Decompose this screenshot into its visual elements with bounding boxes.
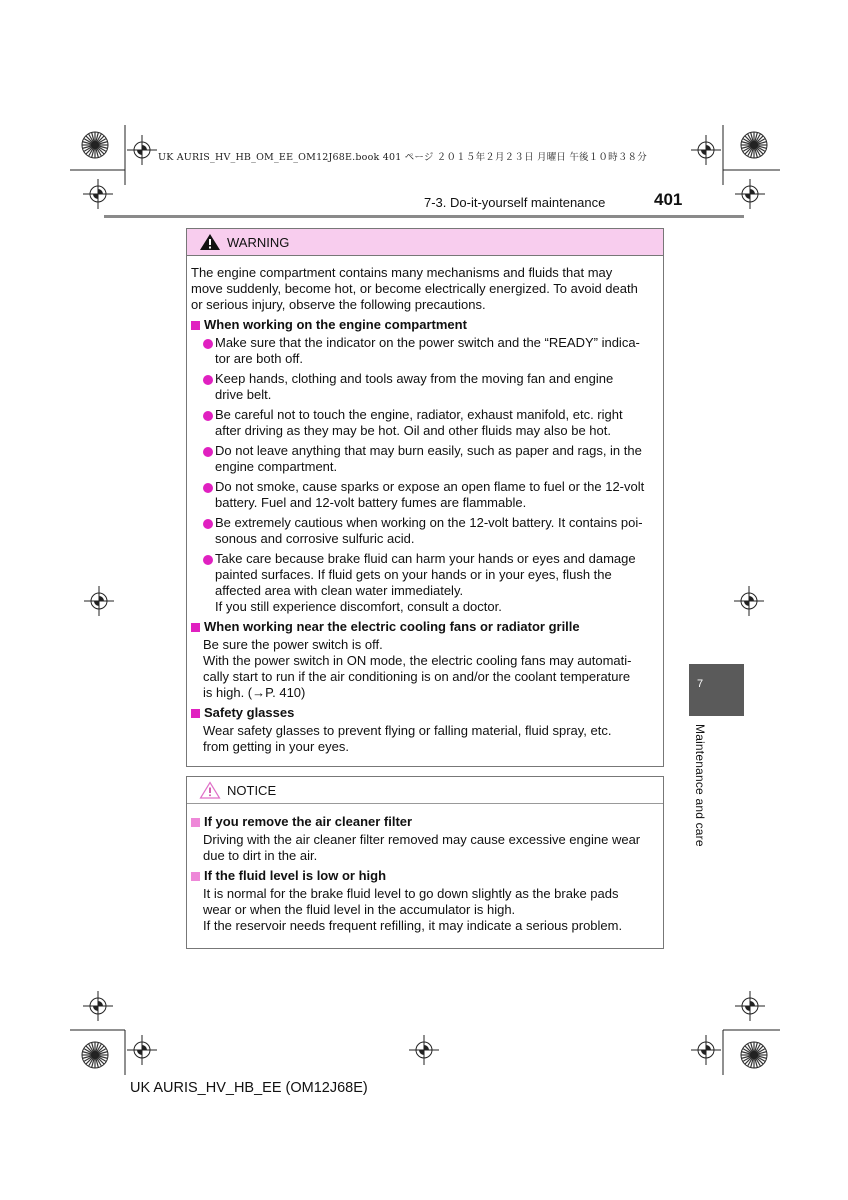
registration-fill: [706, 145, 711, 150]
bullet-dot-icon: [203, 339, 213, 349]
registration-fill: [744, 601, 749, 606]
registration-fill: [749, 596, 754, 601]
bullet-dot-icon: [203, 519, 213, 529]
registration-fill: [142, 145, 147, 150]
notice-box: [186, 776, 664, 949]
registration-fill: [745, 194, 750, 199]
section-heading: If you remove the air cleaner filter: [191, 814, 654, 830]
bullet-dot-icon: [203, 375, 213, 385]
warning-intro: [191, 265, 654, 313]
footer-code: UK AURIS_HV_HB_EE (OM12J68E): [130, 1080, 368, 1096]
color-wheel-center: [750, 1051, 758, 1059]
registration-fill: [98, 1001, 103, 1006]
registration-fill: [424, 1045, 429, 1050]
registration-fill: [93, 194, 98, 199]
section-title: 7-3. Do-it-yourself maintenance: [424, 195, 606, 210]
registration-fill: [99, 596, 104, 601]
bullet-dot-icon: [203, 483, 213, 493]
section-text: Wear safety glasses to prevent flying or falling material, fluid spray, etc. from getting in your eyes.: [203, 723, 612, 754]
notice-header: [187, 777, 663, 804]
warning-title: WARNING: [227, 234, 290, 250]
color-wheel-center: [750, 141, 758, 149]
square-bullet-icon: [191, 709, 200, 718]
section-text: Be sure the power switch is off. With the power switch in ON mode, the electric cooling fans may automati- cally start to run if the air conditioning is on and/or the coolant temperature is high. (→P. 410): [203, 637, 632, 700]
bullet-dot-icon: [203, 555, 213, 565]
registration-fill: [93, 1006, 98, 1011]
list-item: Be careful not to touch the engine, radiator, exhaust manifold, etc. right after driving as they may be hot. Oil and other fluids may also be hot.: [191, 407, 654, 439]
bullet-dot-icon: [203, 447, 213, 457]
list-item: Be extremely cautious when working on the 12-volt battery. It contains poi- sonous and corrosive sulfuric acid.: [191, 515, 654, 547]
intro-line: The engine compartment contains many mechanisms and fluids that may: [191, 265, 613, 280]
section-text: Driving with the air cleaner filter removed may cause excessive engine wear due to dirt in the air.: [203, 832, 641, 863]
chapter-number: 7: [697, 678, 704, 690]
registration-fill: [706, 1045, 711, 1050]
list-item: Make sure that the indicator on the power switch and the “READY” indica- tor are both off.: [191, 335, 654, 367]
print-info: UK AURIS_HV_HB_OM_EE_OM12J68E.book 401 ページ ２０１５年２月２３日 月曜日 午後１０時３８分: [158, 152, 647, 163]
header-rule: [104, 215, 744, 218]
chapter-label: Maintenance and care: [693, 724, 707, 847]
square-bullet-icon: [191, 872, 200, 881]
section-heading: If the fluid level is low or high: [191, 868, 654, 884]
bullet-dot-icon: [203, 411, 213, 421]
registration-fill: [142, 1045, 147, 1050]
list-item: Do not leave anything that may burn easily, such as paper and rags, in the engine compartment.: [191, 443, 654, 475]
registration-fill: [750, 1001, 755, 1006]
section-heading: Safety glasses: [191, 705, 654, 721]
square-bullet-icon: [191, 623, 200, 632]
page-number: 401: [654, 190, 683, 209]
square-bullet-icon: [191, 321, 200, 330]
registration-fill: [745, 1006, 750, 1011]
intro-line: move suddenly, become hot, or become electrically energized. To avoid death: [191, 281, 638, 296]
registration-fill: [137, 1050, 142, 1055]
section-text: It is normal for the brake fluid level to go down slightly as the brake pads wear or when the fluid level in the accumulator is high. If the reservoir needs frequent refilling, it may indicate a serious problem.: [203, 886, 623, 933]
list-item: Keep hands, clothing and tools away from the moving fan and engine drive belt.: [191, 371, 654, 403]
color-wheel-center: [91, 1051, 99, 1059]
intro-line: or serious injury, observe the following precautions.: [191, 297, 486, 312]
registration-fill: [98, 189, 103, 194]
registration-fill: [750, 189, 755, 194]
warning-header: [187, 229, 663, 256]
notice-body: [187, 804, 663, 934]
section-heading: When working on the engine compartment: [191, 317, 654, 333]
notice-triangle-icon: [199, 781, 221, 799]
notice-title: NOTICE: [227, 782, 277, 798]
registration-fill: [94, 601, 99, 606]
warning-triangle-icon: [199, 233, 221, 251]
registration-fill: [701, 150, 706, 155]
registration-fill: [419, 1050, 424, 1055]
square-bullet-icon: [191, 818, 200, 827]
warning-body: [187, 256, 663, 755]
registration-fill: [137, 150, 142, 155]
list-item: Take care because brake fluid can harm your hands or eyes and damage painted surfaces. If fluid gets on your hands or in your eyes, flush the affected area with clean water immediately. If you still experience discomfort, consult a doctor.: [191, 551, 654, 615]
color-wheel-center: [91, 141, 99, 149]
section-heading: When working near the electric cooling fans or radiator grille: [191, 619, 654, 635]
warning-box: [186, 228, 664, 767]
list-item: Do not smoke, cause sparks or expose an open flame to fuel or the 12-volt battery. Fuel and 12-volt battery fumes are flammable.: [191, 479, 654, 511]
registration-fill: [701, 1050, 706, 1055]
chapter-tab[interactable]: [689, 664, 744, 716]
